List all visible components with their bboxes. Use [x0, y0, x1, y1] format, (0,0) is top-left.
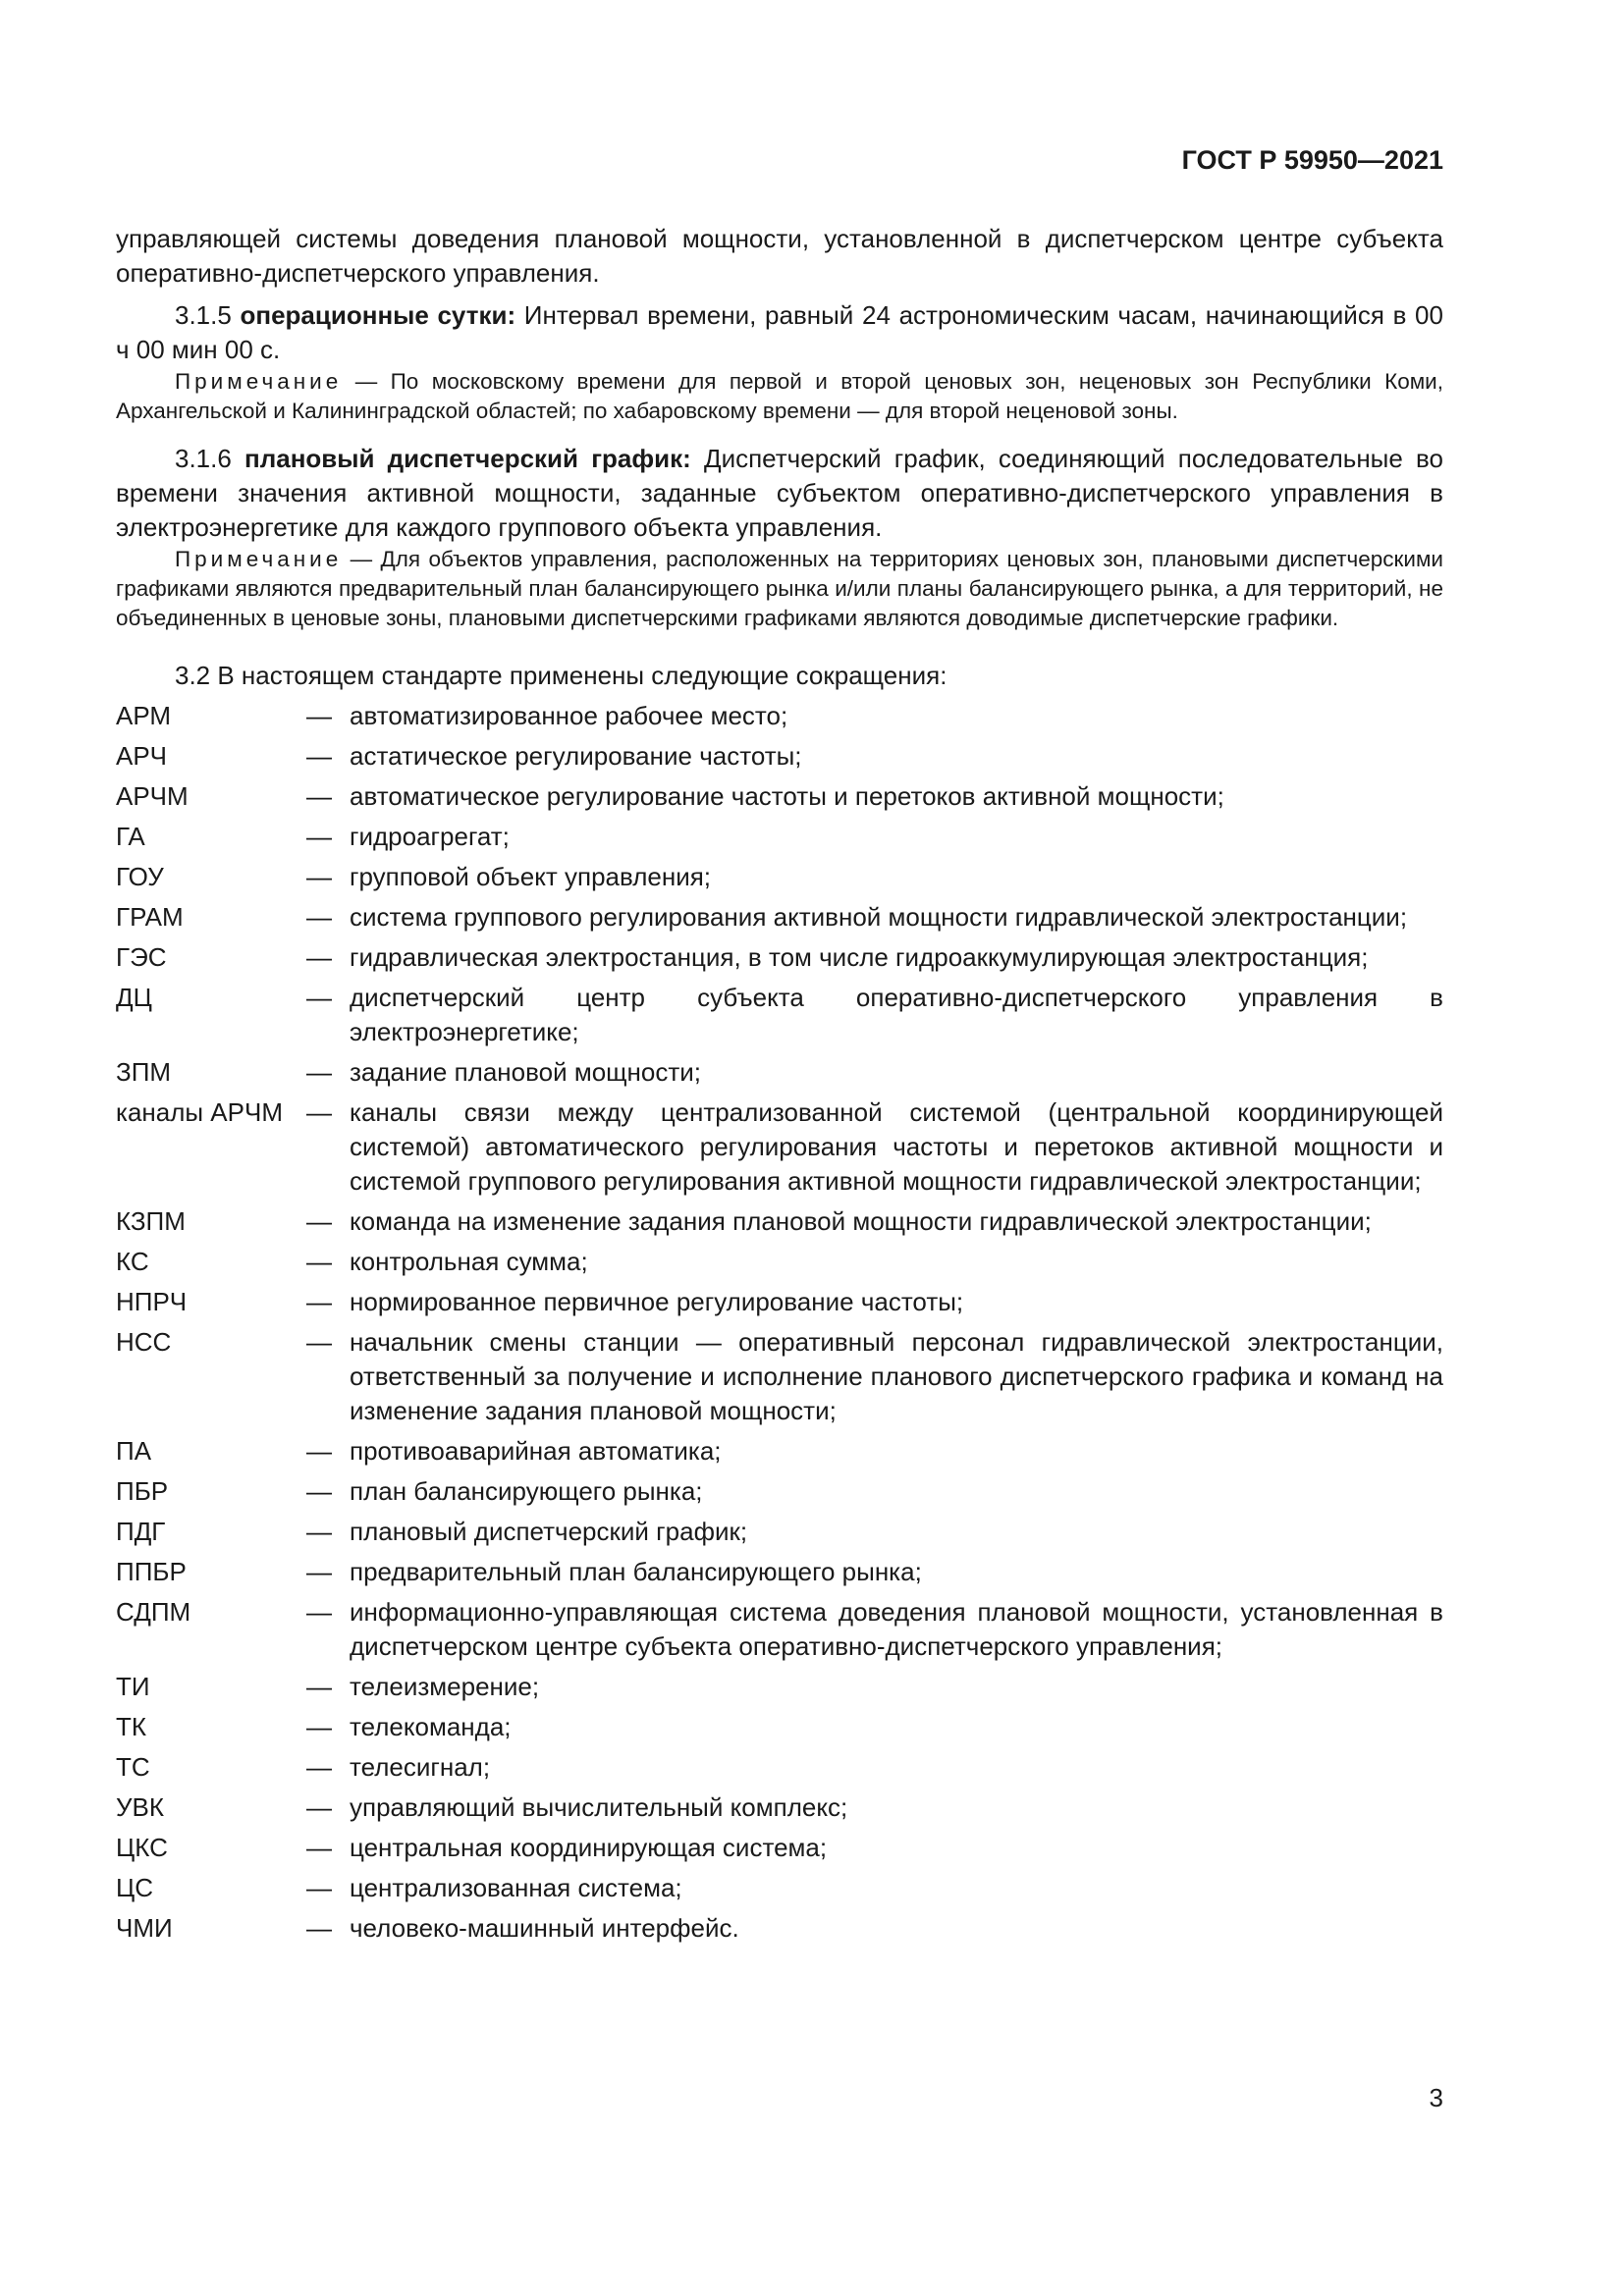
- abbreviation-dash: —: [306, 781, 332, 811]
- abbreviation-row: [116, 940, 1443, 975]
- note-1: [116, 367, 1443, 426]
- abbreviation-key: НСС: [116, 1327, 172, 1357]
- abbreviation-dash: —: [306, 1517, 332, 1546]
- abbreviation-dash: —: [306, 1057, 332, 1087]
- definition-number: 3.1.6: [175, 444, 232, 473]
- abbreviation-row: [116, 1204, 1443, 1239]
- abbreviation-dash: —: [306, 1597, 332, 1627]
- abbreviation-definition: плановый диспетчерский график;: [350, 1517, 748, 1546]
- abbreviation-row: [116, 779, 1443, 814]
- abbreviation-dash: —: [306, 942, 332, 972]
- abbreviation-dash: —: [306, 1436, 332, 1466]
- abbreviation-definition: телесигнал;: [350, 1752, 491, 1782]
- abbreviation-key: КС: [116, 1247, 149, 1276]
- abbreviation-key: ПА: [116, 1436, 152, 1466]
- abbreviation-definition: групповой объект управления;: [350, 862, 712, 891]
- abbreviation-key: каналы АРЧМ: [116, 1097, 283, 1127]
- abbreviation-key: ТК: [116, 1712, 147, 1741]
- note-2: [116, 545, 1443, 633]
- abbreviation-row: [116, 1555, 1443, 1589]
- abbreviation-row: [116, 1055, 1443, 1090]
- abbreviation-row: [116, 1515, 1443, 1549]
- abbreviation-dash: —: [306, 701, 332, 730]
- abbreviation-dash: —: [306, 1287, 332, 1316]
- abbreviation-row: [116, 1245, 1443, 1279]
- abbreviation-key: ПБР: [116, 1476, 169, 1506]
- abbreviation-row: [116, 1434, 1443, 1468]
- abbreviation-key: ЧМИ: [116, 1913, 173, 1943]
- abbreviation-dash: —: [306, 1247, 332, 1276]
- abbreviation-row: [116, 860, 1443, 894]
- abbreviation-key: АРЧ: [116, 741, 168, 771]
- definition-term: плановый диспетчерский график:: [244, 444, 691, 473]
- abbreviation-row: [116, 699, 1443, 733]
- abbreviation-definition: задание плановой мощности;: [350, 1057, 702, 1087]
- abbreviation-key: УВК: [116, 1792, 165, 1822]
- abbreviation-key: ЦКС: [116, 1833, 168, 1862]
- page-number: 3: [1429, 2083, 1443, 2112]
- abbreviation-definition: команда на изменение задания плановой мощности гидравлической электростанции;: [350, 1206, 1372, 1236]
- abbreviation-key: ЦС: [116, 1873, 154, 1902]
- definition-text: Интервал времени, равный 24 астрономическим часам, начинающийся в 00 ч 00 мин 00 с.: [116, 300, 1443, 364]
- abbreviation-definition: предварительный план балансирующего рынка;: [350, 1557, 922, 1586]
- definition-number: 3.1.5: [175, 300, 232, 330]
- abbreviation-row: [116, 739, 1443, 774]
- abbreviation-dash: —: [306, 1327, 332, 1357]
- abbreviation-key: ТС: [116, 1752, 150, 1782]
- note-text: — Для объектов управления, расположенных на территориях ценовых зон, плановыми диспетчерскими графиками являются предварительный план балансирующего рынка и/или планы балансирующего рынка, а для территорий, не объединенных в ценовые зоны, плановыми диспетчерскими графиками являются доводимые диспетчерские графики.: [116, 547, 1443, 630]
- abbreviation-definition: контрольная сумма;: [350, 1247, 588, 1276]
- abbreviation-row: [116, 1750, 1443, 1785]
- abbreviation-dash: —: [306, 1792, 332, 1822]
- abbreviation-key: КЗПМ: [116, 1206, 186, 1236]
- abbreviation-row: [116, 1670, 1443, 1704]
- abbreviation-definition: человеко-машинный интерфейс.: [350, 1913, 739, 1943]
- note-text: — По московскому времени для первой и второй ценовых зон, неценовых зон Республики Коми, Архангельской и Калининградской областей; по хабаровскому времени — для второй неценовой зоны.: [116, 369, 1443, 423]
- abbreviation-key: ГРАМ: [116, 902, 184, 932]
- abbreviation-definition: телекоманда;: [350, 1712, 512, 1741]
- abbreviation-definition: автоматическое регулирование частоты и перетоков активной мощности;: [350, 781, 1224, 811]
- abbreviation-dash: —: [306, 902, 332, 932]
- standard-designation: ГОСТ Р 59950—2021: [1181, 145, 1443, 175]
- abbreviation-row: [116, 1790, 1443, 1825]
- abbreviation-definition: система группового регулирования активной мощности гидравлической электростанции;: [350, 902, 1408, 932]
- abbreviation-dash: —: [306, 862, 332, 891]
- abbreviation-key: ТИ: [116, 1672, 150, 1701]
- abbreviation-row: [116, 1831, 1443, 1865]
- abbreviation-definition: астатическое регулирование частоты;: [350, 741, 802, 771]
- abbreviation-dash: —: [306, 822, 332, 851]
- abbreviation-definition: нормированное первичное регулирование частоты;: [350, 1287, 964, 1316]
- abbreviation-dash: —: [306, 1833, 332, 1862]
- continuation-paragraph: управляющей системы доведения плановой мощности, установленной в диспетчерском центре субъекта оперативно-диспетчерского управления.: [116, 224, 1443, 288]
- abbreviation-row: [116, 1285, 1443, 1319]
- abbreviation-row: [116, 1474, 1443, 1509]
- abbreviation-dash: —: [306, 1206, 332, 1236]
- abbreviations-list: [116, 699, 1443, 1946]
- abbreviation-row: [116, 1325, 1443, 1428]
- abbreviation-definition: централизованная система;: [350, 1873, 682, 1902]
- abbreviation-definition: центральная координирующая система;: [350, 1833, 828, 1862]
- abbreviation-definition: диспетчерский центр субъекта оперативно-диспетчерского управления в электроэнергетике;: [350, 983, 1443, 1046]
- abbreviation-dash: —: [306, 1873, 332, 1902]
- abbreviation-row: [116, 820, 1443, 854]
- definition-3-1-6: [116, 442, 1443, 545]
- abbreviation-definition: план балансирующего рынка;: [350, 1476, 703, 1506]
- abbreviation-row: [116, 1710, 1443, 1744]
- abbreviation-key: СДПМ: [116, 1597, 191, 1627]
- abbreviation-key: ГЭС: [116, 942, 167, 972]
- abbreviation-row: [116, 900, 1443, 934]
- abbreviation-dash: —: [306, 1712, 332, 1741]
- abbreviation-row: [116, 1911, 1443, 1946]
- abbreviation-definition: телеизмерение;: [350, 1672, 540, 1701]
- abbreviation-dash: —: [306, 1476, 332, 1506]
- abbreviations-intro: 3.2 В настоящем стандарте применены следующие сокращения:: [175, 661, 947, 690]
- abbreviation-row: [116, 1095, 1443, 1199]
- abbreviation-definition: начальник смены станции — оперативный персонал гидравлической электростанции, ответственный за получение и исполнение планового диспетчерского графика и команд на изменение задания плановой мощности;: [350, 1327, 1443, 1425]
- abbreviation-row: [116, 981, 1443, 1049]
- abbreviation-dash: —: [306, 741, 332, 771]
- abbreviation-key: ППБР: [116, 1557, 187, 1586]
- note-label: Примечание: [175, 369, 343, 394]
- abbreviation-key: НПРЧ: [116, 1287, 188, 1316]
- abbreviation-dash: —: [306, 1672, 332, 1701]
- abbreviation-definition: управляющий вычислительный комплекс;: [350, 1792, 848, 1822]
- definition-text: Диспетчерский график, соединяющий последовательные во времени значения активной мощности, заданные субъектом оперативно-диспетчерского управления в электроэнергетике для каждого группового объекта управления.: [116, 444, 1443, 542]
- abbreviation-definition: автоматизированное рабочее место;: [350, 701, 788, 730]
- definition-3-1-5: [116, 298, 1443, 367]
- abbreviation-key: ЗПМ: [116, 1057, 172, 1087]
- abbreviation-definition: противоаварийная автоматика;: [350, 1436, 722, 1466]
- abbreviation-definition: гидравлическая электростанция, в том числе гидроаккумулирующая электростанция;: [350, 942, 1369, 972]
- definition-term: операционные сутки:: [240, 300, 516, 330]
- abbreviation-key: ГОУ: [116, 862, 164, 891]
- abbreviation-key: ГА: [116, 822, 145, 851]
- abbreviation-dash: —: [306, 1752, 332, 1782]
- abbreviation-definition: информационно-управляющая система доведения плановой мощности, установленная в диспетчерском центре субъекта оперативно-диспетчерского управления;: [350, 1597, 1443, 1661]
- abbreviation-definition: гидроагрегат;: [350, 822, 510, 851]
- abbreviation-dash: —: [306, 1913, 332, 1943]
- abbreviation-dash: —: [306, 1557, 332, 1586]
- abbreviation-key: АРМ: [116, 701, 172, 730]
- abbreviation-key: ДЦ: [116, 983, 152, 1012]
- abbreviation-key: АРЧМ: [116, 781, 189, 811]
- note-label: Примечание: [175, 547, 343, 571]
- abbreviation-key: ПДГ: [116, 1517, 166, 1546]
- abbreviation-row: [116, 1871, 1443, 1905]
- abbreviation-dash: —: [306, 983, 332, 1012]
- abbreviation-definition: каналы связи между централизованной системой (центральной координирующей системой) автоматического регулирования частоты и перетоков активной мощности и системой группового регулирования активной мощности гидравлической электростанции;: [350, 1097, 1443, 1196]
- abbreviation-row: [116, 1595, 1443, 1664]
- page-content: [116, 222, 1443, 1951]
- abbreviation-dash: —: [306, 1097, 332, 1127]
